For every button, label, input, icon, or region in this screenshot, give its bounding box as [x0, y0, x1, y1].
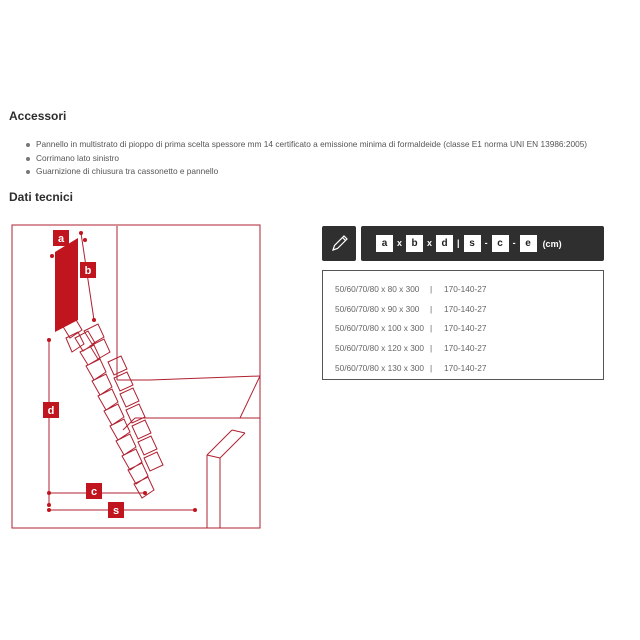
stair-diagram — [0, 215, 275, 535]
size-table — [322, 270, 604, 380]
size-scd: 170-140-27 — [444, 283, 487, 294]
size-scd: 170-140-27 — [444, 342, 487, 353]
label-s: s — [112, 505, 120, 517]
code-e: e — [520, 235, 537, 252]
size-dims: 50/60/70/80 x 90 x 300 — [335, 303, 420, 314]
code-sep: - — [512, 238, 516, 248]
dimension-code-bar — [361, 226, 604, 261]
size-dims: 50/60/70/80 x 100 x 300 — [335, 323, 425, 334]
code-sep: - — [484, 238, 488, 248]
list-item: Guarnizione di chiusura tra cassonetto e pannello — [24, 165, 587, 179]
accessori-title: Accessori — [9, 109, 67, 123]
code-sep: x — [397, 238, 403, 248]
dati-tecnici-title: Dati tecnici — [9, 190, 74, 204]
list-item: Corrimano lato sinistro — [24, 152, 587, 166]
code-d: d — [436, 235, 453, 252]
edit-button[interactable] — [322, 226, 356, 261]
list-item: Pannello in multistrato di pioppo di prima scelta spessore mm 14 certificato a emissione minima di formaldeide (classe E1 norma UNI EN 13986:2005) — [24, 138, 587, 152]
size-dims: 50/60/70/80 x 80 x 300 — [335, 283, 420, 294]
code-b: b — [406, 235, 423, 252]
table-row — [323, 279, 603, 299]
separator: | — [430, 323, 433, 334]
size-dims: 50/60/70/80 x 130 x 300 — [335, 362, 425, 373]
size-scd: 170-140-27 — [444, 303, 487, 314]
code-sep: x — [427, 238, 433, 248]
accessori-list — [24, 138, 587, 179]
unit-label: (cm) — [542, 238, 562, 249]
size-dims: 50/60/70/80 x 120 x 300 — [335, 342, 425, 353]
table-row — [323, 299, 603, 319]
label-d: d — [47, 405, 55, 417]
label-c: c — [90, 486, 98, 498]
separator: | — [430, 362, 433, 373]
size-scd: 170-140-27 — [444, 323, 487, 334]
separator: | — [430, 303, 433, 314]
code-c: c — [492, 235, 509, 252]
code-s: s — [464, 235, 481, 252]
label-b: b — [84, 265, 92, 277]
separator: | — [430, 283, 433, 294]
pencil-icon — [330, 233, 350, 253]
code-sep: | — [457, 238, 460, 248]
table-row — [323, 338, 603, 358]
table-row — [323, 358, 603, 378]
label-a: a — [57, 233, 65, 245]
code-a: a — [376, 235, 393, 252]
table-row — [323, 318, 603, 338]
separator: | — [430, 342, 433, 353]
size-scd: 170-140-27 — [444, 362, 487, 373]
